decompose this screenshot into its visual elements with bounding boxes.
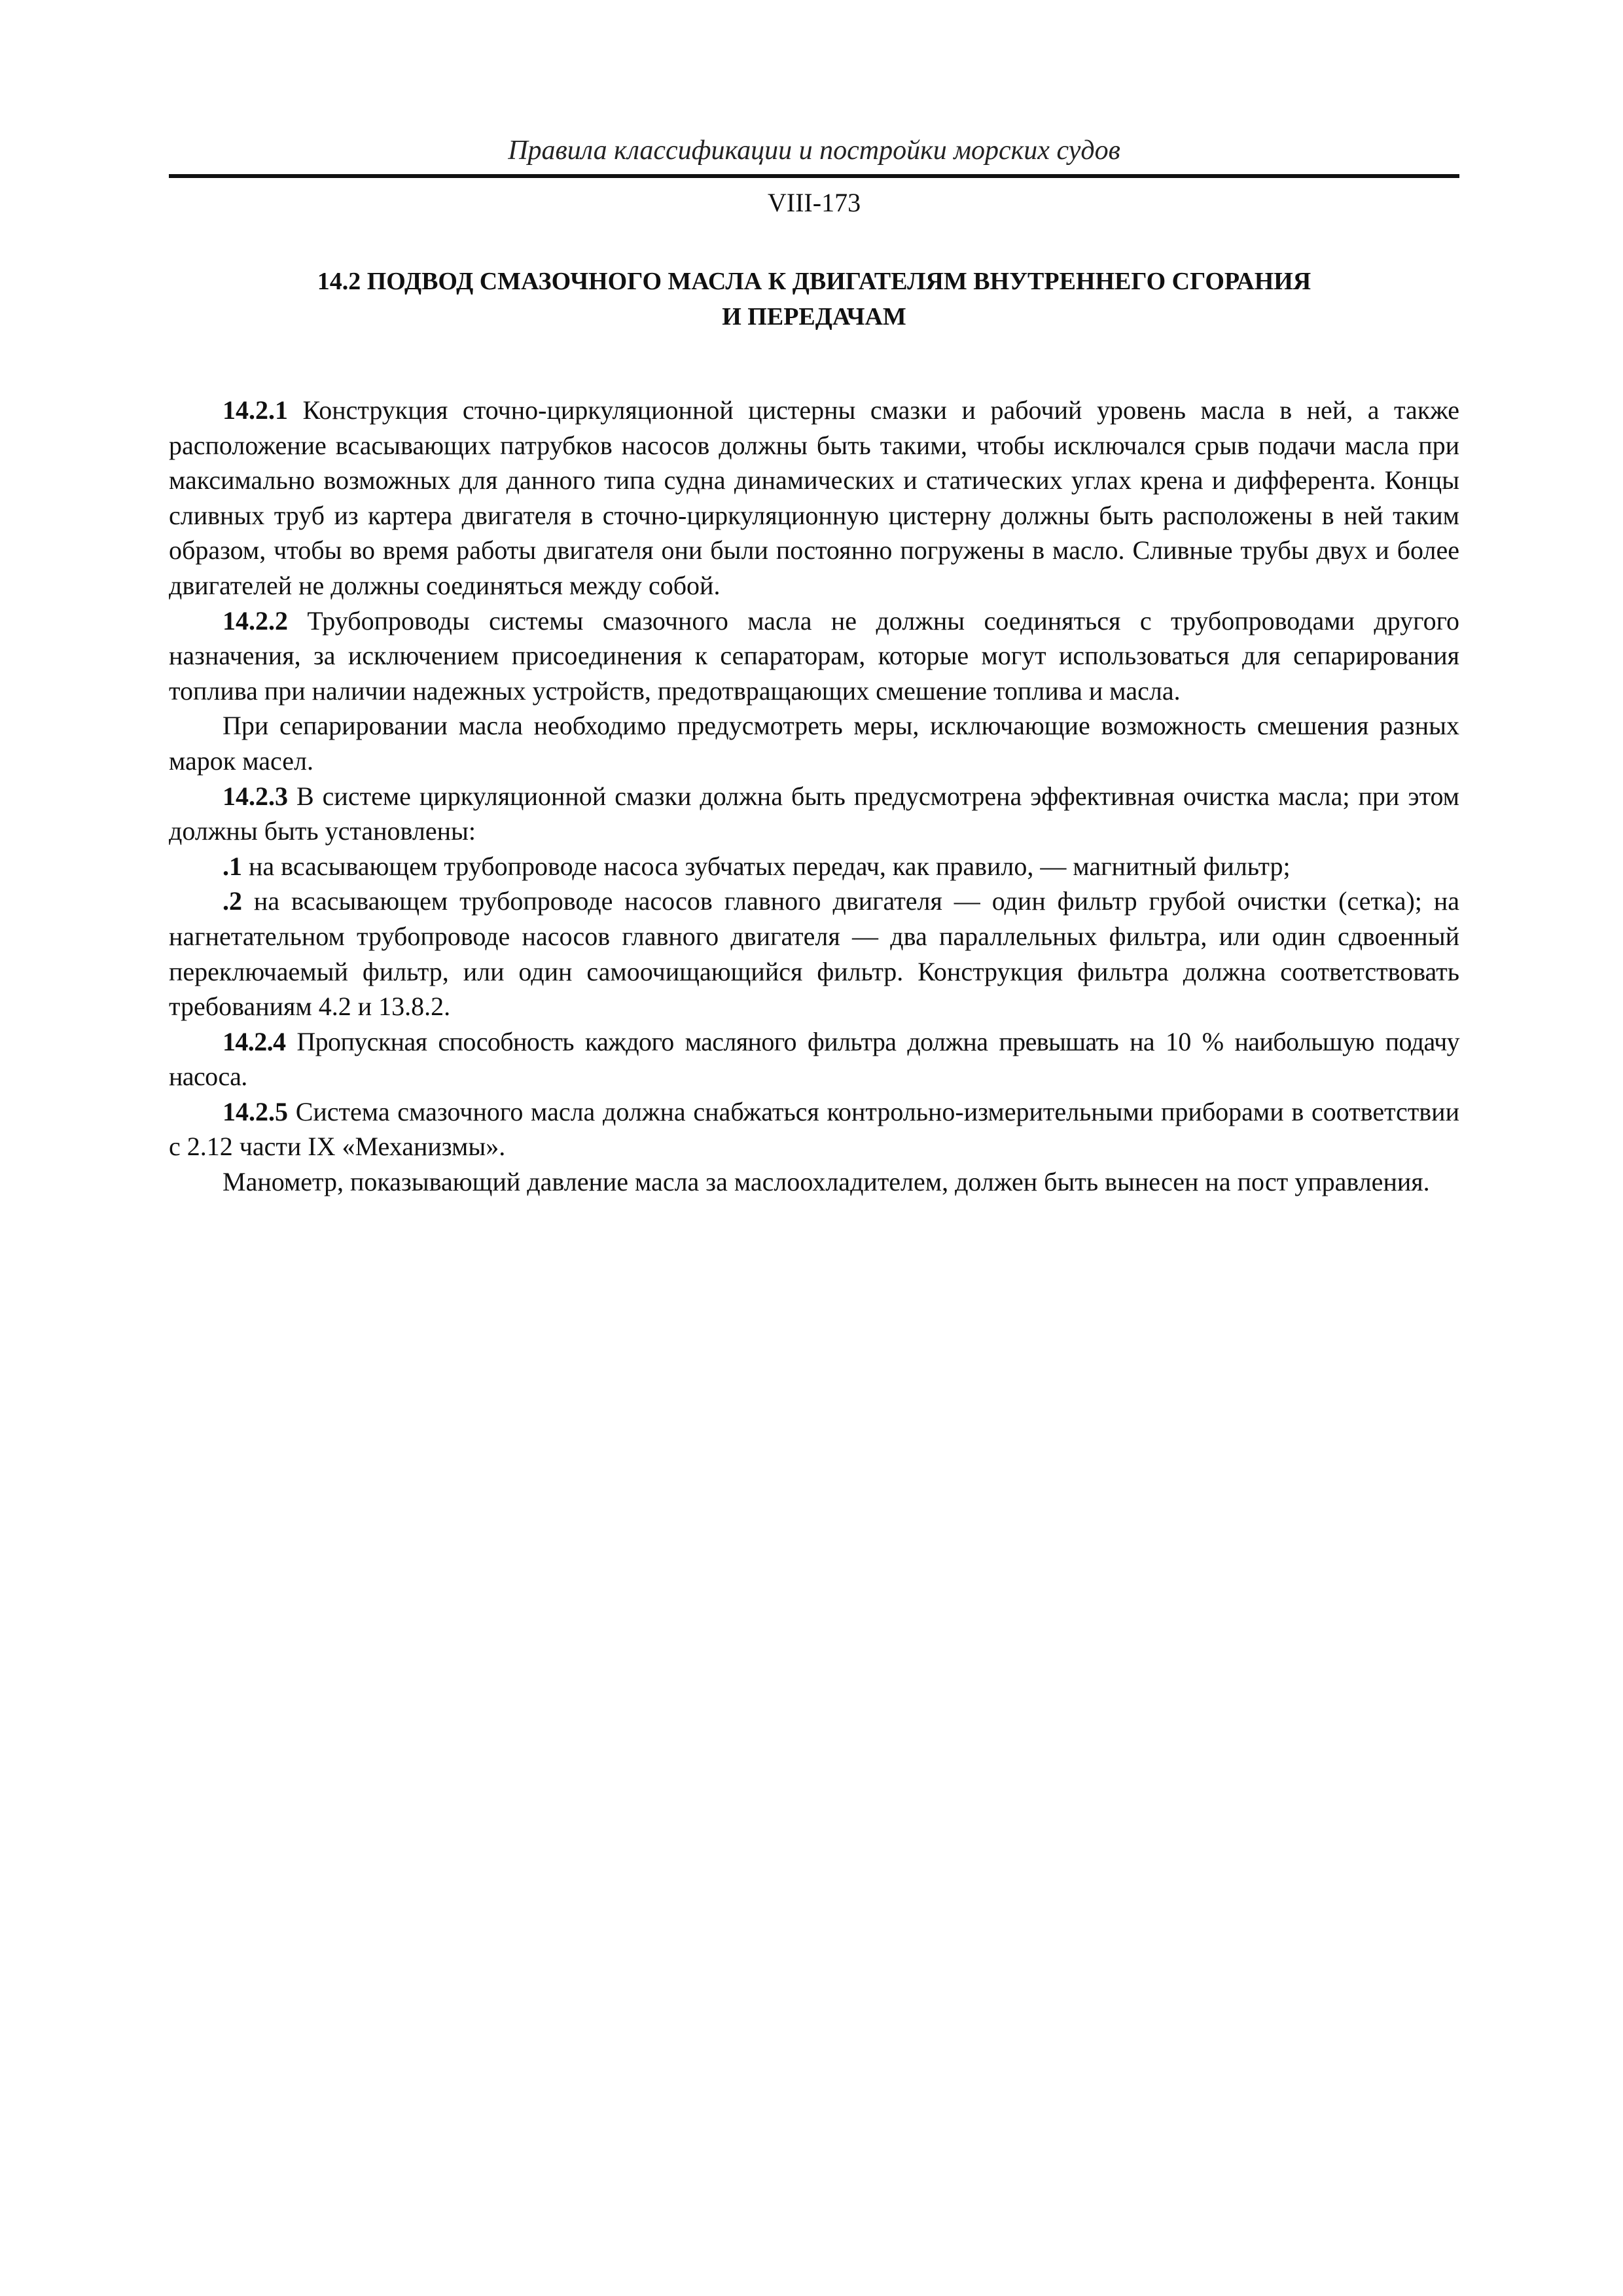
section-title-line-1: 14.2 ПОДВОД СМАЗОЧНОГО МАСЛА К ДВИГАТЕЛЯМ ВНУТРЕННЕГО СГОРАНИЯ (317, 268, 1311, 295)
paragraph-number: 14.2.4 (223, 1026, 286, 1056)
section-title (169, 264, 1459, 334)
paragraph-14-2-5 (169, 1094, 1459, 1164)
paragraph-14-2-1 (169, 393, 1459, 603)
paragraph-text: В системе циркуляционной смазки должна быть предусмотрена эффективная очистка масла; при этом должны быть установлены: (169, 781, 1459, 846)
section-title-line-2: И ПЕРЕДАЧАМ (722, 303, 906, 331)
paragraph-text: Манометр, показывающий давление масла за маслоохладителем, должен быть вынесен на пост управления. (223, 1167, 1430, 1197)
paragraph-text: Пропускная способность каждого масляного фильтра должна превышать на 10 % наибольшую подачу насоса. (169, 1026, 1459, 1092)
list-item-number: .1 (223, 851, 242, 881)
paragraph-text: Конструкция сточно-циркуляционной цистерны смазки и рабочий уровень масла в ней, а также расположение всасывающих патрубков насосов должны быть такими, чтобы исключался срыв подачи масла при максимально возможных для данного типа судна динамических и статических углах крена и дифферента. Концы сливных труб из картера двигателя в сточно-циркуляционную цистерну должны быть расположены в ней таким образом, чтобы во время работы двигателя они были постоянно погружены в масло. Сливные трубы двух и более двигателей не должны соединяться между собой. (169, 395, 1459, 600)
paragraph-text: При сепарировании масла необходимо предусмотреть меры, исключающие возможность смешения разных марок масел. (169, 711, 1459, 776)
paragraph-number: 14.2.3 (223, 781, 288, 811)
paragraph-number: 14.2.5 (223, 1096, 288, 1126)
paragraph-separation (169, 708, 1459, 778)
list-item-text: на всасывающем трубопроводе насоса зубчатых передач, как правило, — магнитный фильтр; (242, 851, 1291, 881)
running-header: Правила классификации и постройки морских судов (508, 135, 1120, 166)
paragraph-number: 14.2.2 (223, 605, 288, 636)
paragraph-manometer (169, 1164, 1459, 1200)
paragraph-14-2-2 (169, 603, 1459, 709)
paragraph-14-2-4 (169, 1024, 1459, 1094)
header-rule (169, 174, 1459, 178)
paragraph-text: Трубопроводы системы смазочного масла не должны соединяться с трубопроводами другого назначения, за исключением присоединения к сепараторам, которые могут использоваться для сепарирования топлива при наличии надежных устройств, предотвращающих смешение топлива и масла. (169, 605, 1459, 706)
paragraph-text: Система смазочного масла должна снабжаться контрольно-измерительными приборами в соответствии с 2.12 части IX «Механизмы». (169, 1096, 1459, 1162)
list-item-2 (169, 884, 1459, 1024)
list-item-1 (169, 849, 1459, 884)
list-item-text: на всасывающем трубопроводе насосов главного двигателя — один фильтр грубой очистки (сетка); на нагнетательном трубопроводе насосов главного двигателя — два параллельных фильтра, или один сдвоенный переключаемый фильтр, или один самоочищающийся фильтр. Конструкция фильтра должна соответствовать требованиям 4.2 и 13.8.2. (169, 886, 1459, 1022)
page-number: VIII-173 (767, 188, 861, 217)
body-text (169, 393, 1459, 1200)
paragraph-14-2-3 (169, 779, 1459, 849)
list-item-number: .2 (223, 886, 242, 916)
paragraph-number: 14.2.1 (223, 395, 288, 425)
